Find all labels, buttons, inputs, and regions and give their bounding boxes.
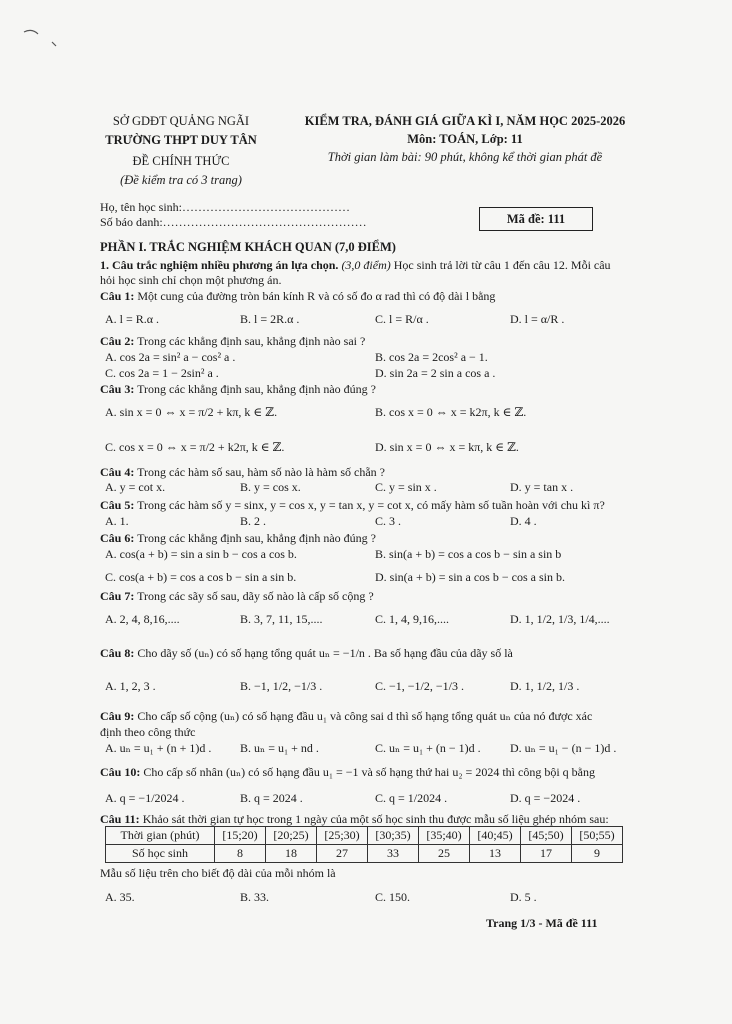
table-cell: 27 (317, 845, 368, 863)
question-11-followup: Mẫu số liệu trên cho biết độ dài của mỗi nhóm là (100, 866, 336, 880)
question-7 (100, 588, 374, 604)
header-left (96, 112, 266, 190)
question-label: Câu 7: (100, 589, 135, 603)
q3-option-b: B. cos x = 0 ⇔ x = k2π, k ∈ ℤ. (375, 405, 527, 419)
question-label: Câu 8: (100, 646, 135, 660)
question-label: Câu 4: (100, 465, 135, 479)
q6-option-c: C. cos(a + b) = cos a cos b − sin a sin b. (105, 570, 297, 584)
q6-option-b: B. sin(a + b) = cos a cos b − sin a sin b (375, 547, 562, 561)
q10-option-a: A. q = −1/2024 . (105, 791, 185, 805)
q9-option-a: A. uₙ = u₁ + (n + 1)d . (105, 741, 212, 755)
question-10 (100, 764, 595, 780)
q10-option-b: B. q = 2024 . (240, 791, 303, 805)
q9-option-b: B. uₙ = u₁ + nd . (240, 741, 319, 755)
table-cell: 8 (215, 845, 266, 863)
q8-option-a: A. 1, 2, 3 . (105, 679, 156, 693)
grouped-data-table (105, 826, 623, 863)
question-1 (100, 288, 495, 304)
q3-option-c: C. cos x = 0 ⇔ x = π/2 + k2π, k ∈ ℤ. (105, 440, 285, 454)
q2-option-a: A. cos 2a = sin² a − cos² a . (105, 350, 236, 364)
exam-title: KIỂM TRA, ĐÁNH GIÁ GIỮA KÌ I, NĂM HỌC 2025-2026 (304, 114, 626, 128)
section1-lead-points: (3,0 điểm) (341, 258, 391, 272)
q1-option-d: D. l = α/R . (510, 312, 565, 326)
question-2 (100, 333, 365, 349)
question-text: Một cung của đường tròn bán kính R và có số đo α rad thì có độ dài l bằng (137, 289, 496, 303)
table-row-label: Thời gian (phút) (106, 827, 215, 845)
q6-option-a: A. cos(a + b) = sin a sin b − cos a cos b. (105, 547, 297, 561)
section1-lead (100, 257, 611, 273)
question-text: Trong các hàm số sau, hàm số nào là hàm số chẵn ? (137, 465, 385, 479)
q2-option-b: B. cos 2a = 2cos² a − 1. (375, 350, 488, 364)
question-label: Câu 6: (100, 531, 135, 545)
question-text: Trong các hàm số y = sinx, y = cos x, y = tan x, y = cot x, có mấy hàm số tuần hoàn với chu kì π? (137, 498, 605, 512)
student-name-line: Họ, tên học sinh:…………………………………… (100, 200, 350, 214)
official-label: ĐỀ CHÍNH THỨC (132, 154, 230, 168)
q7-option-a: A. 2, 4, 8,16,.... (105, 612, 180, 626)
q3-option-d: D. sin x = 0 ⇔ x = kπ, k ∈ ℤ. (375, 440, 519, 454)
question-3 (100, 381, 376, 397)
q4-option-c: C. y = sin x . (375, 480, 437, 494)
q9-option-c: C. uₙ = u₁ + (n − 1)d . (375, 741, 481, 755)
school-name: TRƯỜNG THPT DUY TÂN (105, 133, 257, 147)
q3-option-a: A. sin x = 0 ⇔ x = π/2 + kπ, k ∈ ℤ. (105, 405, 278, 419)
subject-line: Môn: TOÁN, Lớp: 11 (407, 132, 523, 146)
q8-option-d: D. 1, 1/2, 1/3 . (510, 679, 580, 693)
q2-option-d: D. sin 2a = 2 sin a cos a . (375, 366, 496, 380)
pen-mark (22, 24, 62, 54)
table-cell: 25 (419, 845, 470, 863)
table-cell: [35;40) (419, 827, 470, 845)
question-9 (100, 708, 592, 724)
q1-option-a: A. l = R.α . (105, 312, 160, 326)
q1-option-b: B. l = 2R.α . (240, 312, 300, 326)
table-cell: 18 (266, 845, 317, 863)
q4-option-b: B. y = cos x. (240, 480, 301, 494)
q2-option-c: C. cos 2a = 1 − 2sin² a . (105, 366, 219, 380)
q5-option-b: B. 2 . (240, 514, 267, 528)
question-label: Câu 5: (100, 498, 135, 512)
q7-option-c: C. 1, 4, 9,16,.... (375, 612, 450, 626)
q10-option-c: C. q = 1/2024 . (375, 791, 448, 805)
q11-option-a: A. 35. (105, 890, 135, 904)
table-cell: [30;35) (368, 827, 419, 845)
table-cell: [40;45) (470, 827, 521, 845)
q6-option-d: D. sin(a + b) = sin a cos b − cos a sin b. (375, 570, 565, 584)
q8-option-b: B. −1, 1/2, −1/3 . (240, 679, 323, 693)
table-cell: [25;30) (317, 827, 368, 845)
table-cell: [20;25) (266, 827, 317, 845)
q5-option-c: C. 3 . (375, 514, 402, 528)
question-text: Trong các khẳng định sau, khẳng định nào sai ? (137, 334, 366, 348)
header-right (290, 112, 640, 166)
time-line: Thời gian làm bài: 90 phút, không kể thời gian phát đề (327, 150, 603, 164)
q7-option-b: B. 3, 7, 11, 15,.... (240, 612, 323, 626)
question-text: Khảo sát thời gian tự học trong 1 ngày của một số học sinh thu được mẫu số liệu ghép nhóm sau: (142, 812, 609, 826)
question-text: Cho cấp số nhân (uₙ) có số hạng đầu u₁ = −1 và số hạng thứ hai u₂ = 2024 thì công bội q bằng (143, 765, 595, 779)
question-text: Trong các khẳng định sau, khẳng định nào đúng ? (137, 382, 376, 396)
dept-name: SỞ GDĐT QUẢNG NGÃI (112, 114, 250, 128)
exam-code-box: Mã đề: 111 (479, 207, 593, 231)
q10-option-d: D. q = −2024 . (510, 791, 581, 805)
part1-title: PHẦN I. TRẮC NGHIỆM KHÁCH QUAN (7,0 ĐIỂM) (100, 240, 396, 254)
question-8 (100, 645, 513, 661)
section1-lead-line2: hỏi học sinh chỉ chọn một phương án. (100, 273, 282, 287)
question-text: Cho dãy số (uₙ) có số hạng tổng quát uₙ = −1/n . Ba số hạng đầu của dãy số là (137, 646, 513, 660)
table-cell: [45;50) (521, 827, 572, 845)
question-text: Trong các khẳng định sau, khẳng định nào đúng ? (137, 531, 376, 545)
table-cell: 17 (521, 845, 572, 863)
table-row (106, 827, 623, 845)
table-row (106, 845, 623, 863)
table-cell: 9 (572, 845, 623, 863)
question-6 (100, 530, 376, 546)
section1-lead-rest: Học sinh trả lời từ câu 1 đến câu 12. Mỗi câu (393, 258, 611, 272)
question-5 (100, 497, 605, 513)
table-cell: [15;20) (215, 827, 266, 845)
q4-option-d: D. y = tan x . (510, 480, 574, 494)
q8-option-c: C. −1, −1/2, −1/3 . (375, 679, 464, 693)
q9-option-d: D. uₙ = u₁ − (n − 1)d . (510, 741, 617, 755)
table-cell: [50;55) (572, 827, 623, 845)
question-9-line2: định theo công thức (100, 725, 196, 739)
q11-option-c: C. 150. (375, 890, 411, 904)
question-4 (100, 464, 385, 480)
question-label: Câu 9: (100, 709, 135, 723)
question-text: Cho cấp số cộng (uₙ) có số hạng đầu u₁ và công sai d thì số hạng tổng quát uₙ của nó được xác (137, 709, 593, 723)
pages-note: (Đề kiểm tra có 3 trang) (120, 173, 242, 187)
table-row-label: Số học sinh (106, 845, 215, 863)
section1-lead-bold: 1. Câu trắc nghiệm nhiều phương án lựa chọn. (100, 258, 339, 272)
q4-option-a: A. y = cot x. (105, 480, 166, 494)
question-label: Câu 1: (100, 289, 135, 303)
question-label: Câu 11: (100, 812, 140, 826)
table-cell: 13 (470, 845, 521, 863)
student-id-line: Số báo danh:…………………………………………… (100, 215, 367, 229)
q5-option-d: D. 4 . (510, 514, 537, 528)
page-footer: Trang 1/3 - Mã đề 111 (486, 916, 598, 930)
q5-option-a: A. 1. (105, 514, 129, 528)
q11-option-b: B. 33. (240, 890, 270, 904)
q1-option-c: C. l = R/α . (375, 312, 429, 326)
question-label: Câu 3: (100, 382, 135, 396)
question-label: Câu 2: (100, 334, 135, 348)
q7-option-d: D. 1, 1/2, 1/3, 1/4,.... (510, 612, 610, 626)
question-text: Trong các sãy số sau, dãy số nào là cấp số cộng ? (137, 589, 374, 603)
table-cell: 33 (368, 845, 419, 863)
question-label: Câu 10: (100, 765, 141, 779)
question-11 (100, 811, 609, 827)
q11-option-d: D. 5 . (510, 890, 537, 904)
